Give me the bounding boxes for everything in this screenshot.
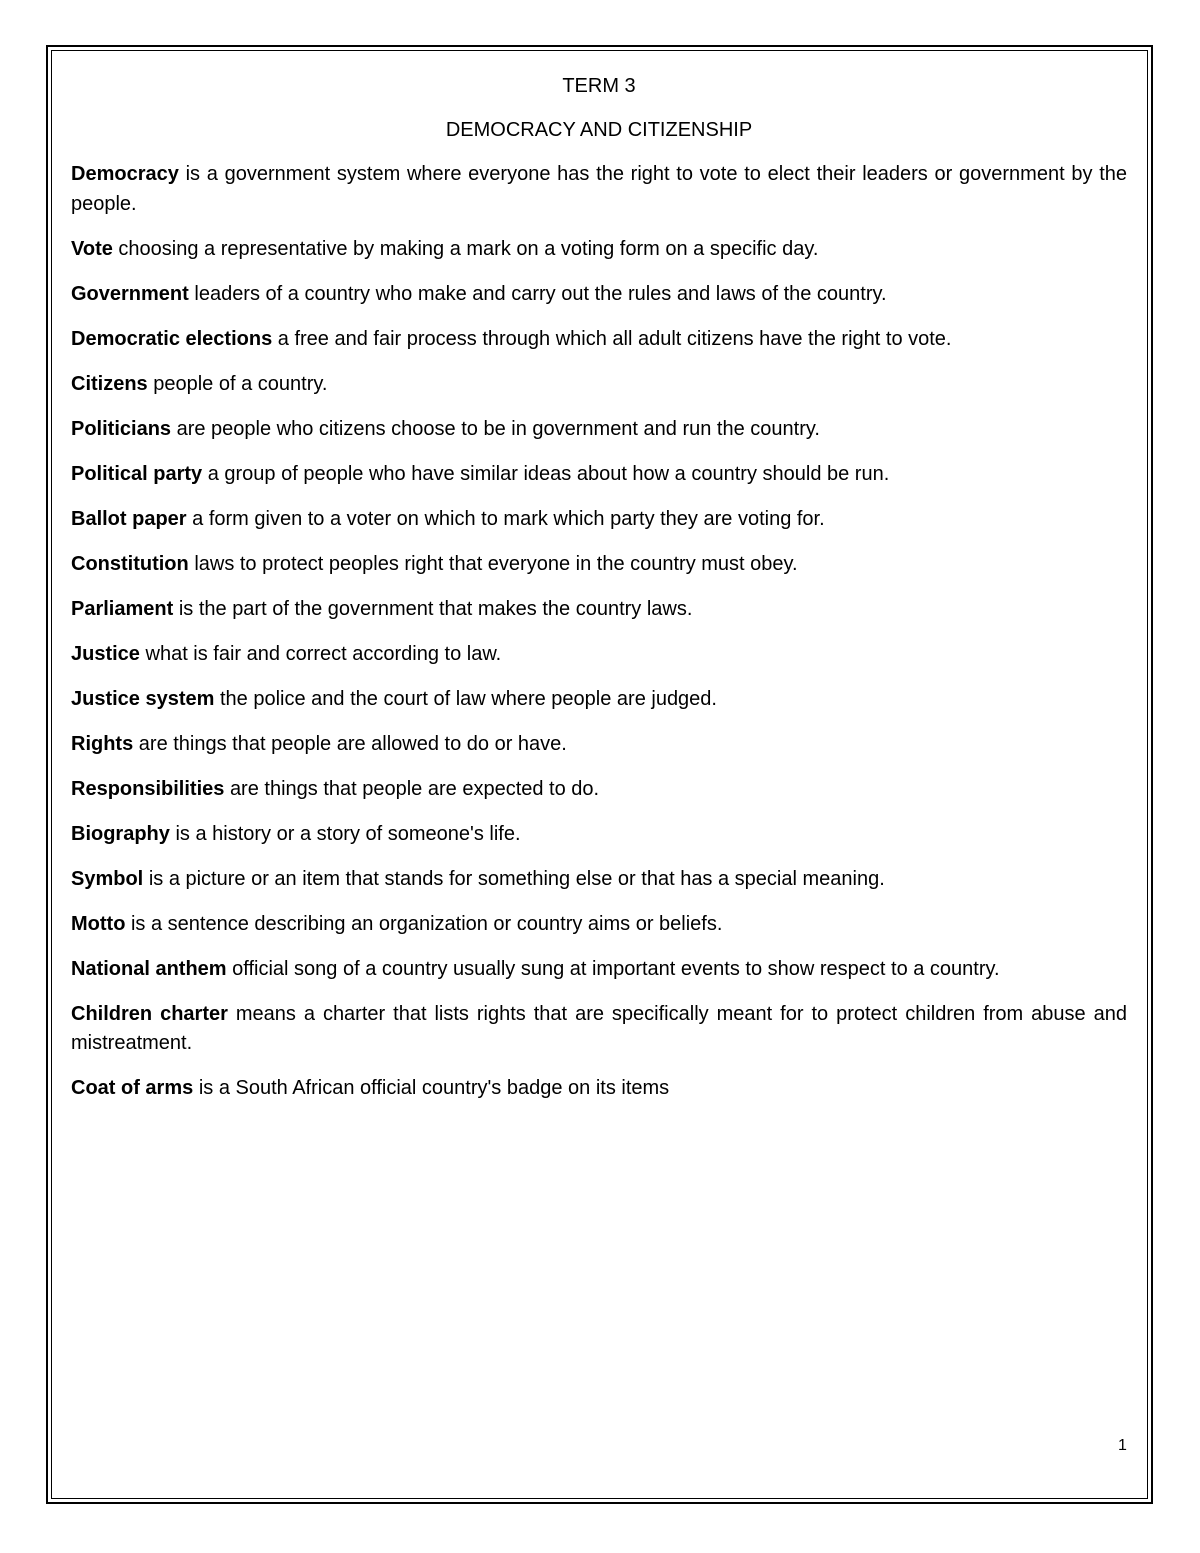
page-number: 1 — [1118, 1437, 1127, 1454]
definition-term: Children charter — [71, 1002, 228, 1025]
definition-text: are people who citizens choose to be in government and run the country. — [176, 417, 820, 440]
definition-term: Biography — [71, 822, 170, 845]
definition-entry — [71, 280, 1127, 310]
definition-entry — [71, 910, 1127, 940]
definition-entry — [71, 820, 1127, 850]
definition-entry — [71, 865, 1127, 895]
definition-text: people of a country. — [153, 372, 328, 395]
definition-term: Vote — [71, 237, 113, 260]
definition-text: means a charter that lists rights that are specifically meant for to protect children from abuse and mistreatment. — [71, 1002, 1127, 1054]
definition-entry — [71, 550, 1127, 580]
definition-term: Ballot paper — [71, 507, 187, 530]
definition-term: National anthem — [71, 957, 227, 980]
definition-entry — [71, 235, 1127, 265]
definition-entry — [71, 595, 1127, 625]
definition-text: is a South African official country's badge on its items — [198, 1077, 670, 1099]
definition-text: is a picture or an item that stands for something else or that has a special meaning. — [148, 867, 885, 890]
definition-entry — [71, 1000, 1127, 1059]
definition-term: Symbol — [71, 867, 144, 890]
definition-entry — [71, 775, 1127, 805]
definition-term: Parliament — [71, 597, 174, 620]
definition-term: Democracy — [71, 163, 179, 185]
definition-text: is a sentence describing an organization or country aims or beliefs. — [130, 912, 723, 935]
definition-text: a group of people who have similar ideas about how a country should be run. — [207, 462, 890, 485]
definition-term: Justice — [71, 642, 140, 665]
definition-text: a free and fair process through which all adult citizens have the right to vote. — [277, 327, 952, 350]
definition-term: Democratic elections — [71, 327, 273, 350]
definition-text: choosing a representative by making a mark on a voting form on a specific day. — [118, 237, 819, 260]
definition-term: Responsibilities — [71, 777, 225, 800]
term-heading: TERM 3 — [562, 75, 636, 97]
definition-entry — [71, 460, 1127, 490]
definition-term: Coat of arms — [71, 1077, 194, 1099]
definition-entry — [71, 730, 1127, 760]
definition-text: official song of a country usually sung at important events to show respect to a country. — [232, 957, 1000, 980]
definition-text: a form given to a voter on which to mark which party they are voting for. — [192, 507, 825, 530]
definition-term: Politicians — [71, 417, 172, 440]
definition-entry — [71, 160, 1127, 219]
definition-term: Rights — [71, 732, 134, 755]
definition-entry — [71, 370, 1127, 400]
definition-term: Justice system — [71, 687, 215, 710]
definition-text: leaders of a country who make and carry out the rules and laws of the country. — [194, 282, 887, 305]
definition-entry — [71, 955, 1127, 985]
definition-term: Political party — [71, 462, 203, 485]
definition-text: the police and the court of law where people are judged. — [219, 687, 717, 710]
definition-entry — [71, 640, 1127, 670]
definition-entry — [71, 1074, 1127, 1104]
definition-term: Citizens — [71, 372, 148, 395]
definition-term: Motto — [71, 912, 126, 935]
definition-text: is a history or a story of someone's life. — [175, 822, 521, 845]
definition-text: is the part of the government that makes the country laws. — [178, 597, 693, 620]
definition-text: are things that people are allowed to do or have. — [138, 732, 567, 755]
definition-entry — [71, 415, 1127, 445]
page-title: DEMOCRACY AND CITIZENSHIP — [445, 119, 753, 141]
definition-entry — [71, 325, 1127, 355]
definition-text: are things that people are expected to do. — [229, 777, 600, 800]
definition-term: Constitution — [71, 552, 189, 575]
definition-term: Government — [71, 282, 189, 305]
definition-entry — [71, 505, 1127, 535]
document-body — [71, 72, 1127, 1119]
definition-text: laws to protect peoples right that everyone in the country must obey. — [194, 552, 798, 575]
definition-text: what is fair and correct according to law. — [145, 642, 502, 665]
definition-text: is a government system where everyone has the right to vote to elect their leaders or government by the people. — [71, 163, 1128, 215]
definition-entry — [71, 685, 1127, 715]
